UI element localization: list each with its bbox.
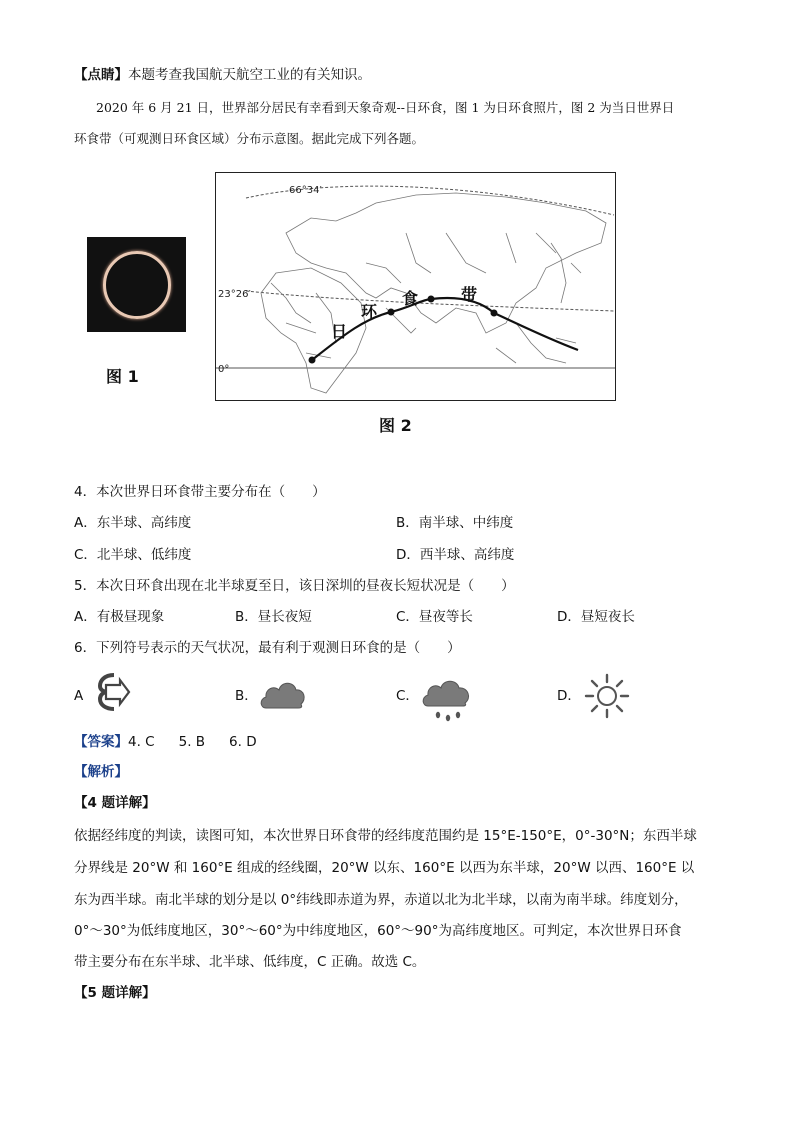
analysis-label: 【解析】 <box>74 764 128 780</box>
lat-tropic-label: 23°26′ <box>218 289 251 300</box>
band-point <box>428 296 435 303</box>
tip-text: 本题考查我国航天航空工业的有关知识。 <box>128 67 371 83</box>
lat-equator-label: 0° <box>218 364 230 375</box>
band-char-3: 食 <box>402 289 419 308</box>
tip-label: 【点睛】 <box>74 67 128 83</box>
q5-option-b: B．昼长夜短 <box>235 609 312 625</box>
q6-option-b: B． <box>235 688 258 704</box>
intro-line-1: 2020 年 6 月 21 日，世界部分居民有幸看到天象奇观--日环食，图 1 为日环食照片，图 2 为当日世界日 <box>96 100 675 115</box>
q5-stem: 5．本次日环食出现在北半球夏至日，该日深圳的昼夜长短状况是（ ） <box>74 578 515 594</box>
q4-stem: 4．本次世界日环食带主要分布在（ ） <box>74 484 326 500</box>
band-char-1: 日 <box>331 322 348 341</box>
cloudy-icon <box>258 677 308 711</box>
q4-detail-title: 【4 题详解】 <box>74 795 156 811</box>
q4-detail-line-4: 0°～30°为低纬度地区，30°～60°为中纬度地区，60°～90°为高纬度地区。可判定，本次世界日环食 <box>74 923 682 939</box>
q4-option-c: C．北半球、低纬度 <box>74 547 192 563</box>
lat-arctic-label: 66°34′ <box>289 185 322 196</box>
intro-line-2: 环食带（可观测日环食区域）分布示意图。据此完成下列各题。 <box>74 131 425 146</box>
annular-ring <box>103 251 171 319</box>
q6-option-a: A <box>74 688 84 704</box>
q4-option-a: A．东半球、高纬度 <box>74 515 192 531</box>
answer-row <box>74 736 257 750</box>
band-point <box>388 309 395 316</box>
q5-option-d: D．昼短夜长 <box>557 609 635 625</box>
answer-5: 5. B <box>178 734 206 750</box>
sunny-icon <box>583 672 631 720</box>
q6-option-d: D． <box>557 688 581 704</box>
rain-icon <box>420 676 476 724</box>
q4-detail-line-3: 东为西半球。南北半球的划分是以 0°纬线即赤道为界，赤道以北为北半球，以南为南半球。纬度划分， <box>74 892 688 908</box>
band-point <box>309 357 316 364</box>
map-svg <box>216 173 615 400</box>
answer-6: 6. D <box>229 734 257 750</box>
eclipse-band-path <box>312 298 578 360</box>
band-point <box>491 310 498 317</box>
q5-detail-title: 【5 题详解】 <box>74 985 156 1001</box>
q4-detail-line-2: 分界线是 20°W 和 160°E 组成的经线圈，20°W 以东、160°E 以西为东半球，20°W 以西、160°E 以 <box>74 860 695 876</box>
wind-icon <box>96 672 132 712</box>
world-map <box>215 172 616 401</box>
answer-label: 【答案】 <box>74 734 128 750</box>
q4-option-d: D．西半球、高纬度 <box>396 547 515 563</box>
q6-stem: 6．下列符号表示的天气状况，最有利于观测日环食的是（ ） <box>74 640 461 656</box>
q5-option-c: C．昼夜等长 <box>396 609 473 625</box>
q6-option-c: C． <box>396 688 419 704</box>
figure2-caption: 图 2 <box>379 416 412 435</box>
tip-paragraph <box>74 69 371 83</box>
eclipse-photo <box>87 237 186 332</box>
q5-option-a: A．有极昼现象 <box>74 609 165 625</box>
band-char-2: 环 <box>361 302 378 321</box>
q4-detail-line-5: 带主要分布在东半球、北半球、低纬度，C 正确。故选 C。 <box>74 954 426 970</box>
answer-4: 4. C <box>128 734 155 750</box>
q4-detail-line-1: 依据经纬度的判读，读图可知，本次世界日环食带的经纬度范围约是 15°E-150°E，0°-30°N；东西半球 <box>74 828 697 844</box>
figure1-caption: 图 1 <box>106 367 139 386</box>
band-char-4: 带 <box>461 285 478 304</box>
q4-option-b: B．南半球、中纬度 <box>396 515 514 531</box>
